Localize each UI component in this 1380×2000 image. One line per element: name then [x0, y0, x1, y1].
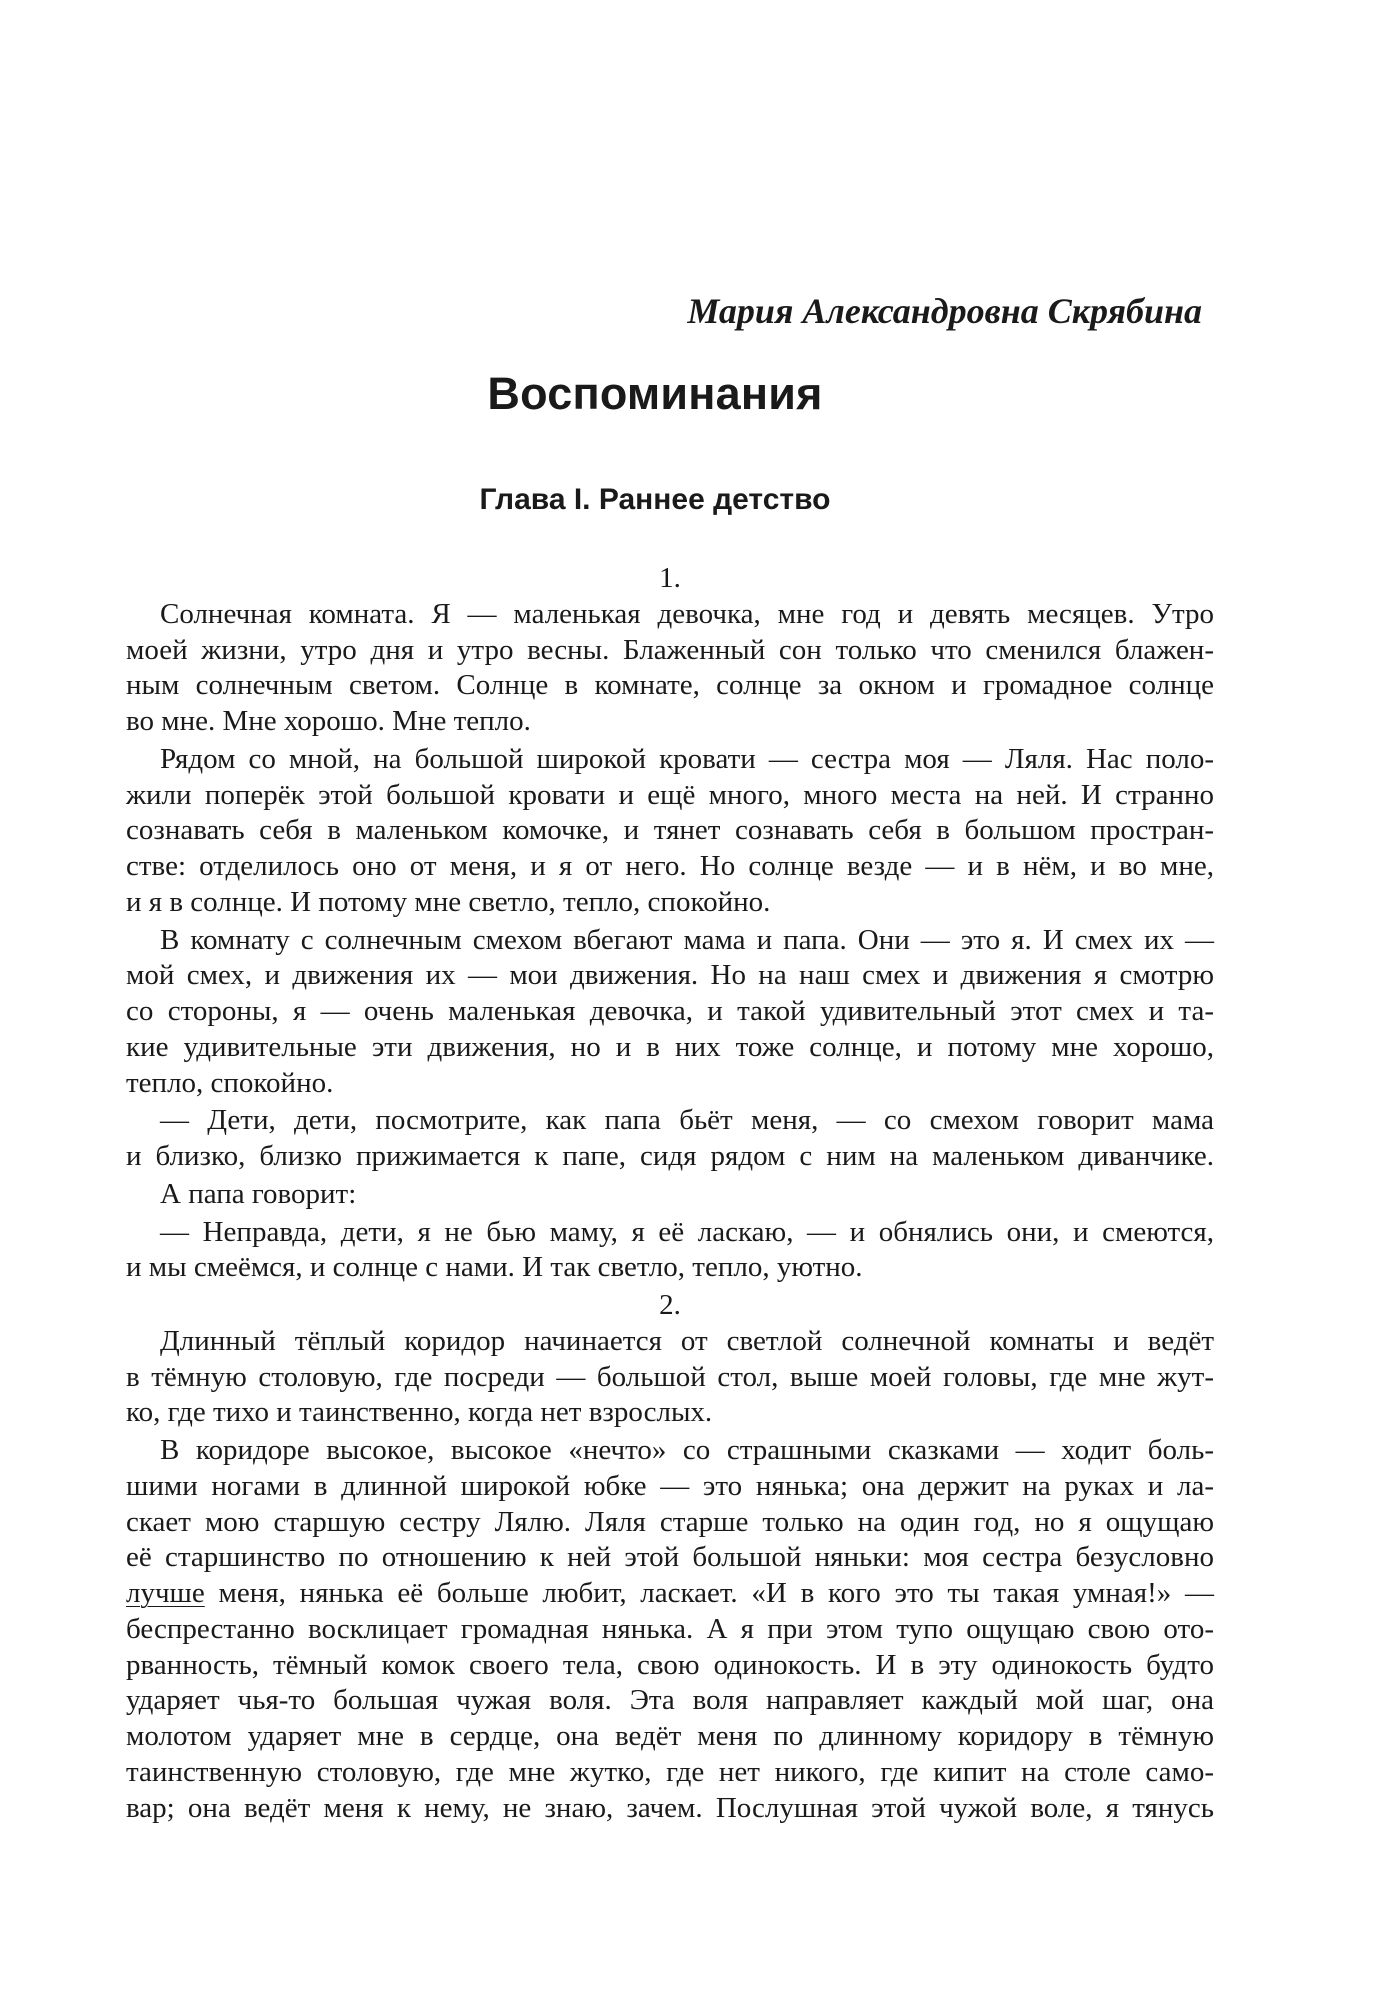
- text-line: мой смех, и движения их — мои движения. Но на наш смех и движения я смотрю: [126, 959, 1214, 992]
- text-line: во мне. Мне хорошо. Мне тепло.: [126, 705, 531, 737]
- paragraph-3: [126, 923, 1214, 1102]
- text-line: стве: отделилось оно от меня, и я от него. Но солнце везде — и в нём, и во мне,: [126, 850, 1214, 882]
- text-line: — Неправда, дети, я не бью маму, я её ласкаю, — и обнялись они, и смеются,: [160, 1215, 1214, 1248]
- page-title: Воспоминания: [487, 368, 823, 419]
- text-line: ко, где тихо и таинственно, когда нет взрослых.: [126, 1396, 713, 1429]
- text-line: Рядом со мной, на большой широкой кровати — сестра моя — Ляля. Нас поло-: [160, 742, 1214, 775]
- text-line: ударяет чья-то большая чужая воля. Эта воля направляет каждый мой шаг, она: [126, 1684, 1214, 1717]
- paragraph-7: [126, 1324, 1214, 1431]
- text-line: её старшинство по отношению к ней этой большой няньки: моя сестра безусловно: [126, 1541, 1214, 1574]
- text-line: жили поперёк этой большой кровати и ещё много, много места на ней. И странно: [126, 778, 1214, 811]
- text-line: В коридоре высокое, высокое «нечто» со страшными сказками — ходит боль-: [160, 1434, 1214, 1466]
- text-line: и мы смеёмся, и солнце с нами. И так светло, тепло, уютно.: [126, 1251, 863, 1284]
- paragraph-2: [126, 742, 1214, 921]
- text-line: и близко, близко прижимается к папе, сидя рядом с ним на маленьком диванчике.: [126, 1140, 1214, 1172]
- text-line: шими ногами в длинной широкой юбке — это нянька; она держит на руках и ла-: [126, 1469, 1214, 1502]
- text-line: таинственную столовую, где мне жутко, где нет никого, где кипит на столе само-: [126, 1755, 1214, 1788]
- chapter-heading: Глава I. Раннее детство: [479, 483, 831, 516]
- text-line: в тёмную столовую, где посреди — большой стол, выше моей головы, где мне жут-: [126, 1360, 1214, 1393]
- text-line: моей жизни, утро дня и утро весны. Блаженный сон только что сменился блажен-: [126, 633, 1214, 666]
- underlined-word: лучше: [126, 1577, 205, 1609]
- text-line: В комнату с солнечным смехом вбегают мама и папа. Они — это я. И смех их —: [160, 923, 1214, 956]
- text-line: со стороны, я — очень маленькая девочка, и такой удивительный этот смех и та-: [126, 995, 1214, 1027]
- section-number-2: 2.: [659, 1289, 681, 1321]
- main-text: [126, 561, 1214, 1828]
- text-line-rest: меня, нянька её больше любит, ласкает. «И в кого это ты такая умная!» —: [204, 1577, 1214, 1609]
- text-line: — Дети, дети, посмотрите, как папа бьёт меня, — со смехом говорит мама: [160, 1104, 1214, 1137]
- paragraph-4: [126, 1103, 1214, 1175]
- text-line: тепло, спокойно.: [126, 1066, 334, 1099]
- paragraph-6: [126, 1215, 1214, 1287]
- text-line: кие удивительные эти движения, но и в них тоже солнце, и потому мне хорошо,: [126, 1030, 1214, 1063]
- text-line: вар; она ведёт меня к нему, не знаю, зачем. Послушная этой чужой воле, я тянусь: [126, 1791, 1214, 1824]
- text-line: беспрестанно восклицает громадная нянька. А я при этом тупо ощущаю свою ото-: [126, 1612, 1214, 1645]
- text-line: Длинный тёплый коридор начинается от светлой солнечной комнаты и ведёт: [160, 1324, 1214, 1357]
- text-line: молотом ударяет мне в сердце, она ведёт меня по длинному коридору в тёмную: [126, 1720, 1214, 1752]
- text-line: Солнечная комната. Я — маленькая девочка, мне год и девять месяцев. Утро: [160, 597, 1214, 630]
- author-name: Мария Александровна Скрябина: [687, 291, 1202, 331]
- paragraph-5: [126, 1177, 1214, 1213]
- paragraph-8: [126, 1433, 1214, 1826]
- text-line: [126, 1576, 1214, 1612]
- text-line: рванность, тёмный комок своего тела, свою одинокость. И в эту одинокость будто: [126, 1648, 1214, 1681]
- text-line: сознавать себя в маленьком комочке, и тянет сознавать себя в большом простран-: [126, 814, 1214, 847]
- section-number-1: 1.: [659, 562, 681, 594]
- text-line: ным солнечным светом. Солнце в комнате, солнце за окном и громадное солнце: [126, 669, 1214, 702]
- text-line: и я в солнце. И потому мне светло, тепло, спокойно.: [126, 885, 771, 918]
- text-line: А папа говорит:: [160, 1177, 357, 1210]
- paragraph-1: [126, 597, 1214, 740]
- text-line: скает мою старшую сестру Лялю. Ляля старше только на один год, но я ощущаю: [126, 1505, 1214, 1538]
